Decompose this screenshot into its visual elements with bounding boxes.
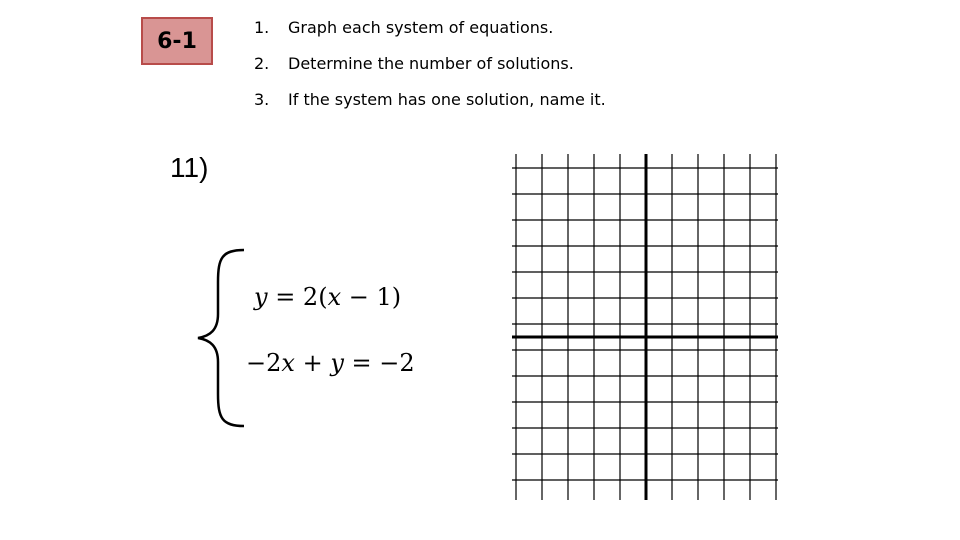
coordinate-grid: [512, 154, 778, 500]
equation-2-variable-x: x: [281, 349, 295, 377]
equation-2-variable-y: y: [330, 349, 344, 377]
instruction-text: If the system has one solution, name it.: [288, 90, 606, 109]
instruction-number: 3.: [254, 90, 270, 109]
instruction-text: Graph each system of equations.: [288, 18, 554, 37]
system-brace: [196, 248, 246, 428]
instruction-item: [254, 54, 574, 73]
equation-2-plus: +: [294, 349, 331, 377]
lesson-badge: [141, 17, 213, 65]
instruction-number: 1.: [254, 18, 270, 37]
equation-1-rest: − 1): [341, 283, 402, 311]
instruction-text: Determine the number of solutions.: [288, 54, 574, 73]
equation-2-rest: = −2: [343, 349, 415, 377]
instruction-number: 2.: [254, 54, 270, 73]
problem-number: 11): [170, 152, 209, 183]
equation-1-variable-y: y: [254, 283, 268, 311]
equation-1-variable-x: x: [327, 283, 342, 311]
equation-2-coefficient: −2: [246, 349, 282, 377]
equation-2: [246, 349, 415, 377]
lesson-badge-label: 6-1: [157, 28, 197, 54]
equation-1: [254, 283, 401, 311]
equation-1-equals: = 2(: [267, 283, 328, 311]
instruction-item: [254, 18, 553, 37]
instruction-item: [254, 90, 606, 109]
